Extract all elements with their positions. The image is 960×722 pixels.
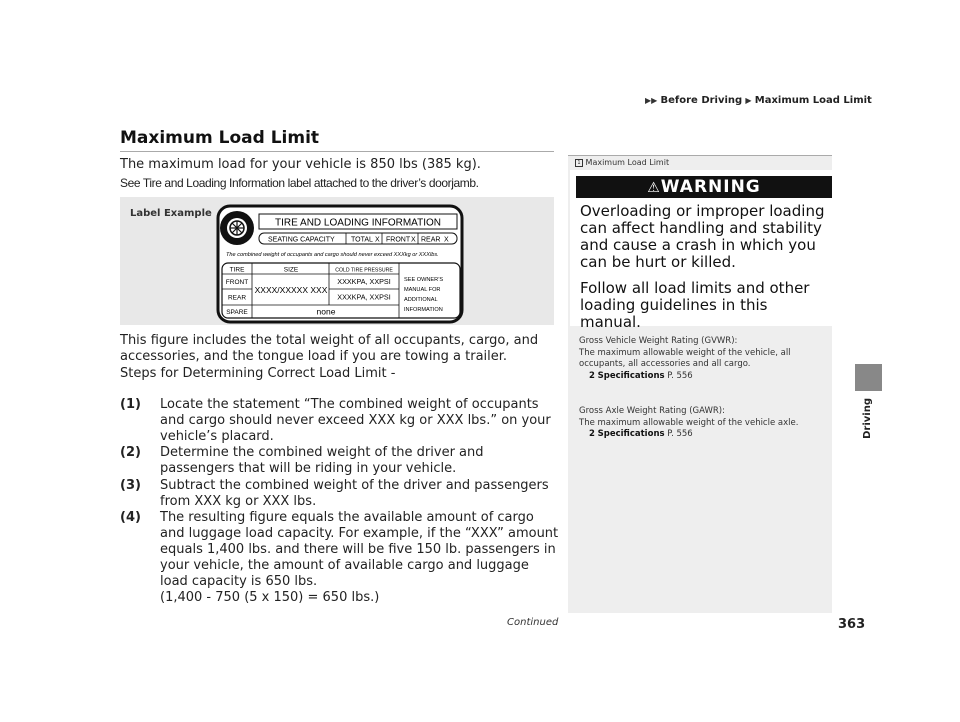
reference-label[interactable]: Specifications <box>597 429 665 439</box>
figure-caption: Label Example <box>130 208 212 219</box>
warning-paragraph-1: Overloading or improper loading can affect handling and stability and cause a crash in which you can be hurt or killed. <box>580 202 825 271</box>
pressure-rear-value: XXXKPA, XXPSI <box>337 292 391 302</box>
intro-line-1: The maximum load for your vehicle is 850 lbs (385 kg). <box>120 157 481 172</box>
col-tire: TIRE <box>229 266 245 274</box>
see-owners-text: SEE OWNER’S <box>404 277 444 283</box>
step-item <box>120 478 560 510</box>
row-spare: SPARE <box>226 309 248 316</box>
warning-triangle-icon: ⚠ <box>647 180 661 196</box>
reference-label[interactable]: Specifications <box>597 370 665 381</box>
step-number: (2) <box>120 445 141 460</box>
tire-label-heading: TIRE AND LOADING INFORMATION <box>275 217 441 229</box>
front-label: FRONT <box>386 236 411 244</box>
information-text: INFORMATION <box>404 307 443 313</box>
step-item <box>120 590 560 606</box>
gawr-reference[interactable] <box>579 429 829 441</box>
sidebar-divider <box>568 155 832 156</box>
step-text: Locate the statement “The combined weight of occupants and cargo should never exceed XXX kg or XXX lbs.” on your vehicle’s placard. <box>160 397 551 444</box>
seating-capacity-label: SEATING CAPACITY <box>268 236 335 244</box>
warning-text <box>580 203 830 331</box>
breadcrumb-item-maximum-load-limit[interactable]: Maximum Load Limit <box>754 95 872 106</box>
col-pressure: COLD TIRE PRESSURE <box>335 267 393 274</box>
gvwr-reference[interactable] <box>579 371 829 383</box>
col-size: SIZE <box>283 266 299 274</box>
warning-banner <box>576 176 832 198</box>
title-divider <box>120 151 554 152</box>
step-number: (3) <box>120 478 141 493</box>
cross-reference-icon: 2 <box>589 429 595 439</box>
page-title: Maximum Load Limit <box>120 128 320 148</box>
page-number: 363 <box>838 617 866 632</box>
step-number: (4) <box>120 510 141 525</box>
gawr-section <box>579 406 829 441</box>
sidebar-heading-text: Maximum Load Limit <box>585 158 670 167</box>
size-value: XXXX/XXXXX XXX <box>254 285 328 295</box>
cross-reference-icon: 2 <box>589 370 595 381</box>
tire-icon <box>220 211 254 245</box>
reference-icon: 1 <box>575 159 583 167</box>
step-item <box>120 510 560 590</box>
row-front: FRONT <box>225 279 249 286</box>
step-item <box>120 397 560 445</box>
chapter-tab-label[interactable]: Driving <box>862 398 873 439</box>
sidebar-heading <box>575 158 669 167</box>
rear-value: X <box>444 236 449 244</box>
manual-for-text: MANUAL FOR <box>404 287 441 293</box>
step-item <box>120 445 560 477</box>
breadcrumb-arrow-icon: ▶▶ <box>645 96 658 105</box>
reference-page: P. 556 <box>667 429 693 439</box>
total-value: X <box>375 236 380 244</box>
rear-label: REAR <box>421 236 441 244</box>
reference-page: P. 556 <box>667 370 693 381</box>
tire-loading-label <box>216 203 466 325</box>
gvwr-title: Gross Vehicle Weight Rating (GVWR): <box>579 336 738 346</box>
continued-label: Continued <box>507 617 559 628</box>
gvwr-text: The maximum allowable weight of the vehicle, all occupants, all accessories and all cargo. <box>579 347 791 369</box>
breadcrumb-arrow-icon: ▶ <box>745 96 752 105</box>
breadcrumb <box>645 95 872 106</box>
total-label: TOTAL <box>351 236 373 244</box>
chapter-tab-marker[interactable] <box>855 364 882 391</box>
figure-description: This figure includes the total weight of all occupants, cargo, and accessories, and the tongue load if you are towing a trailer. <box>120 333 539 364</box>
pressure-front-value: XXXKPA, XXPSI <box>337 277 391 286</box>
additional-text: ADDITIONAL <box>404 297 438 303</box>
step-number: (1) <box>120 397 141 412</box>
spare-value: none <box>316 306 336 317</box>
front-value: X <box>411 236 416 244</box>
intro-line-2: See Tire and Loading Information label attached to the driver’s doorjamb. <box>120 176 479 190</box>
combined-weight-statement: The combined weight of occupants and cargo should never exceed XXXkg or XXXlbs. <box>226 252 439 258</box>
row-rear: REAR <box>227 294 247 302</box>
step-text: Determine the combined weight of the driver and passengers that will be riding in your vehicle. <box>160 445 484 476</box>
gvwr-section <box>579 336 829 382</box>
step-example-calculation: (1,400 - 750 (5 x 150) = 650 lbs.) <box>160 590 380 605</box>
step-text: The resulting figure equals the available amount of cargo and luggage load capacity. For example, if the “XXX” amount equals 1,400 lbs. and there will be five 150 lb. passengers in your vehicle, the amount of available cargo and luggage load capacity is 650 lbs. <box>160 510 559 589</box>
gawr-text: The maximum allowable weight of the vehicle axle. <box>579 417 799 428</box>
step-text: Subtract the combined weight of the driver and passengers from XXX kg or XXX lbs. <box>160 478 549 509</box>
steps-heading: Steps for Determining Correct Load Limit - <box>120 366 396 381</box>
breadcrumb-item-before-driving[interactable]: Before Driving <box>660 95 743 106</box>
gawr-title: Gross Axle Weight Rating (GAWR): <box>579 406 725 416</box>
warning-title: WARNING <box>660 177 761 197</box>
warning-paragraph-2: Follow all load limits and other loading guidelines in this manual. <box>580 279 810 331</box>
